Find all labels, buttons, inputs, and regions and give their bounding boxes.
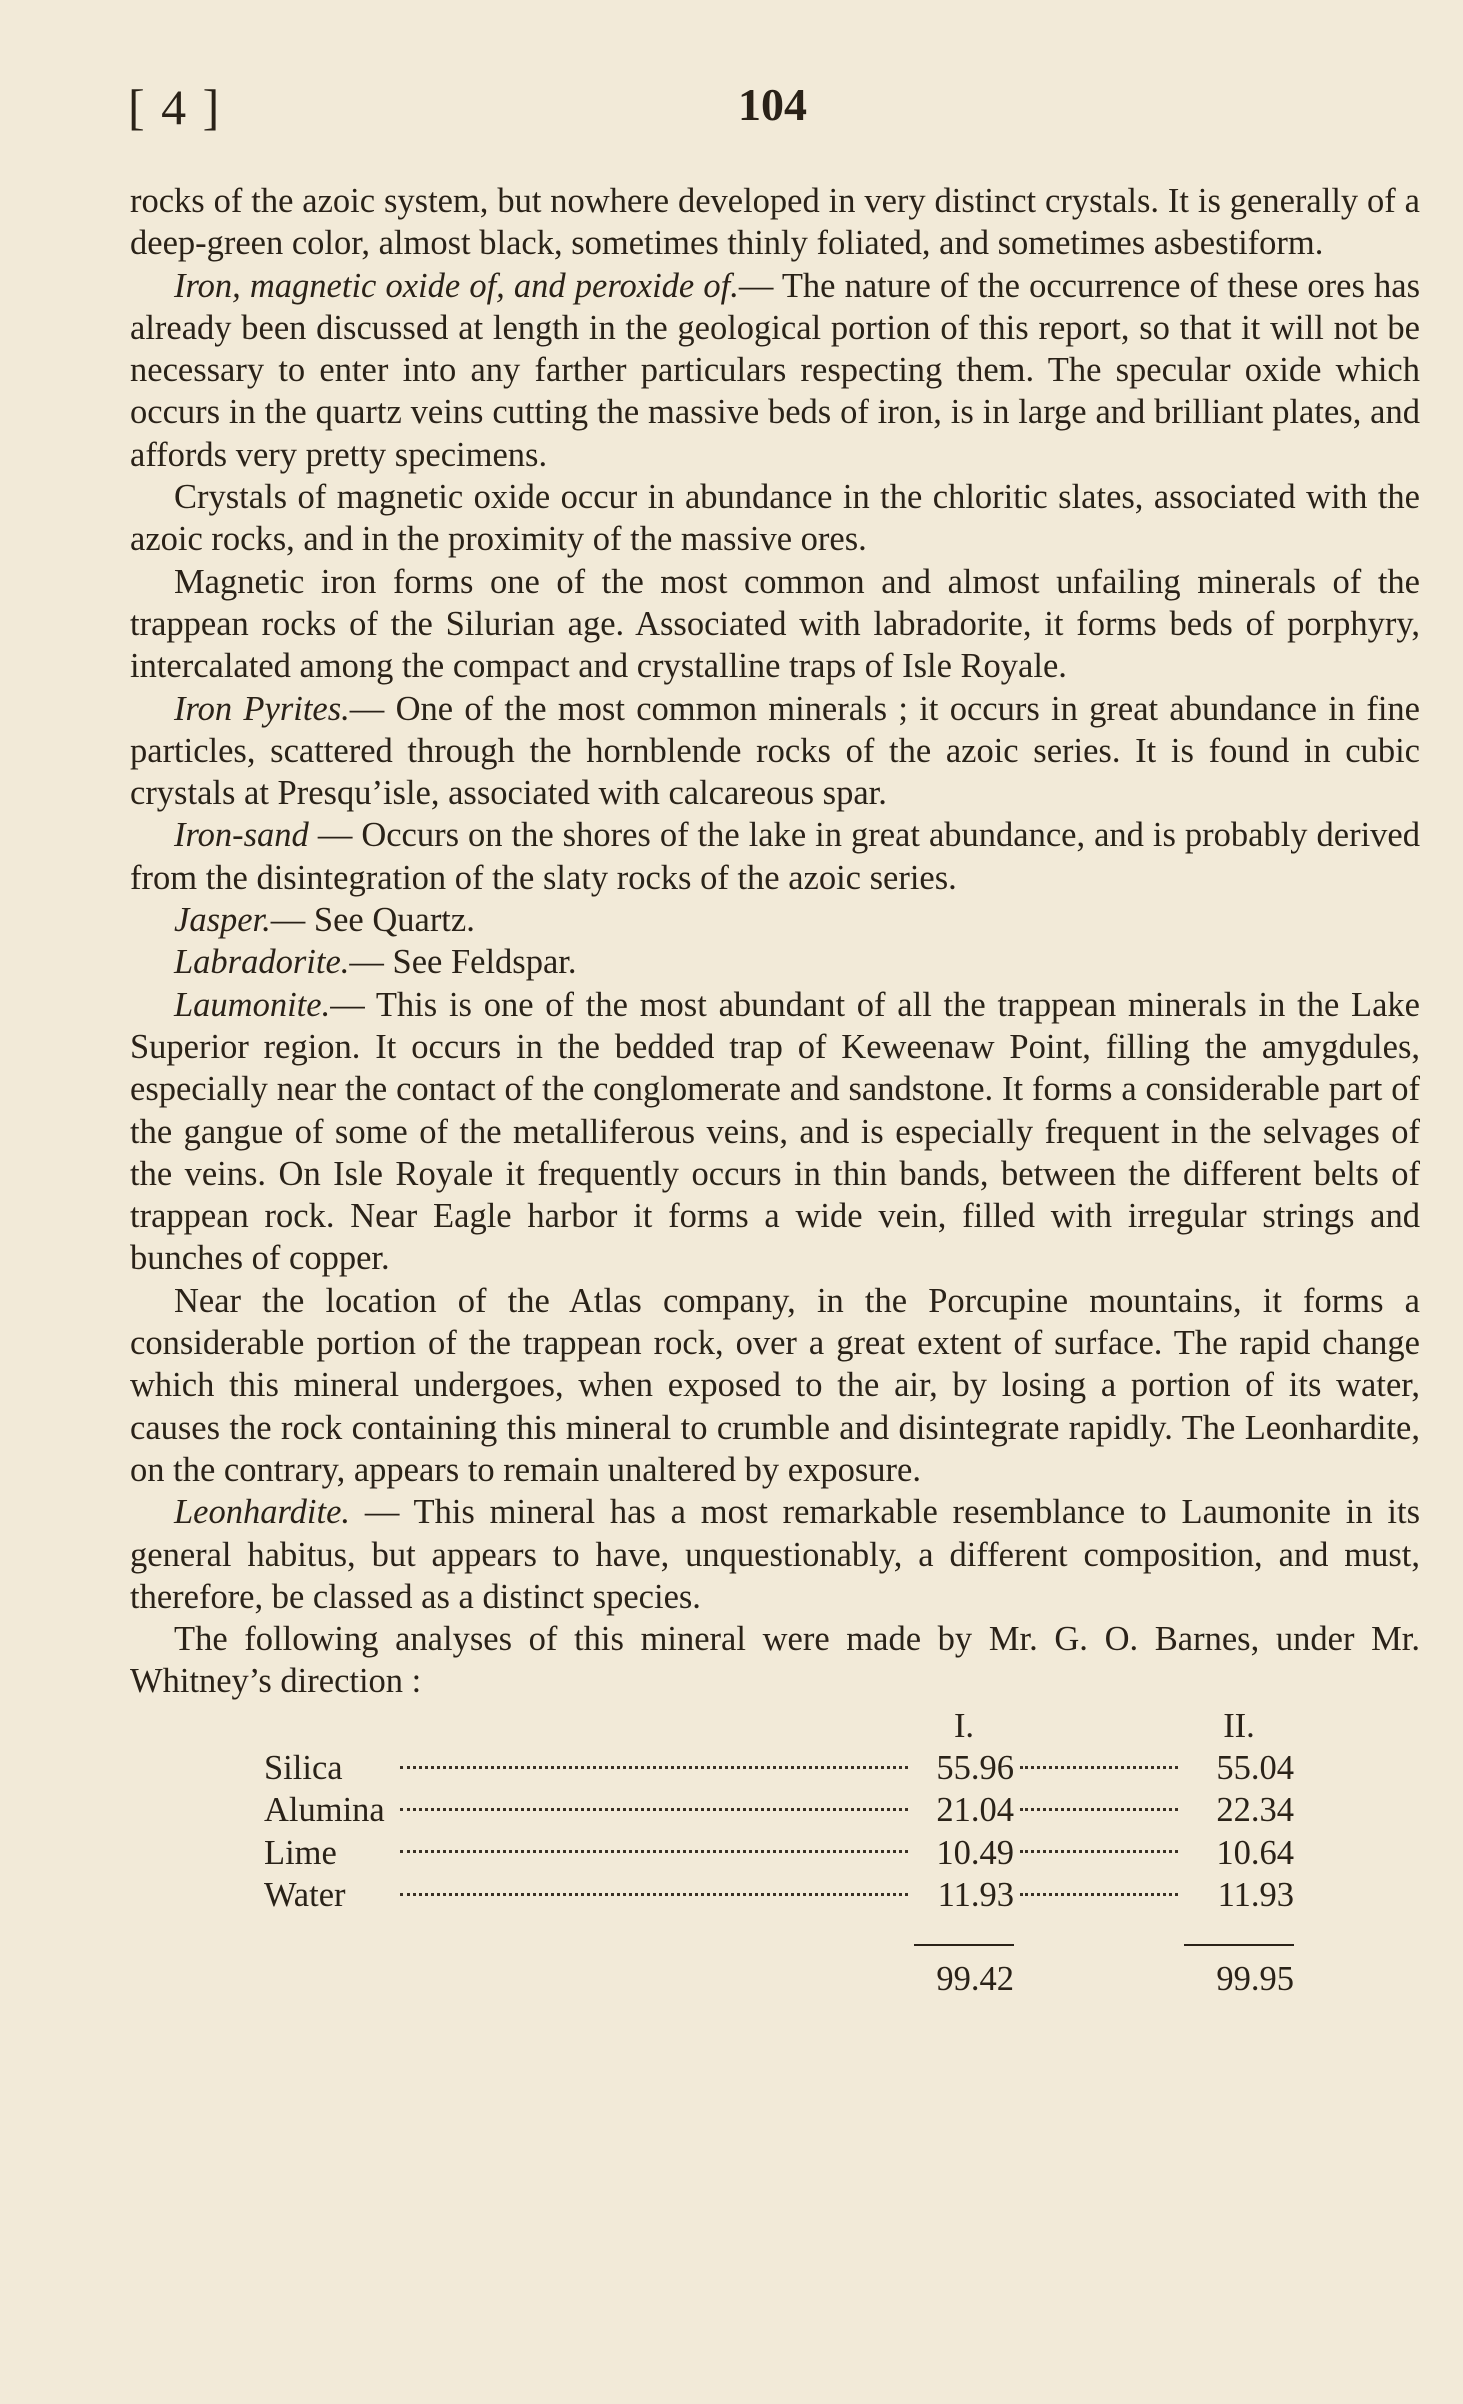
document-number: [ 4 ] <box>128 79 222 135</box>
analysis-row <box>130 1747 1294 1789</box>
sum-rule-row <box>130 1916 1294 1954</box>
component-label: Water <box>264 1875 346 1914</box>
paragraph <box>130 941 1420 983</box>
dot-leader <box>1014 1789 1184 1831</box>
analysis-rows <box>130 1747 1294 1916</box>
dot-leader <box>1014 1874 1184 1916</box>
paragraph <box>130 1280 1420 1491</box>
mineral-heading: Laumonite. <box>174 985 331 1024</box>
mineral-heading: Iron, magnetic oxide of, and peroxide of. <box>174 266 739 305</box>
value-i: 11.93 <box>937 1875 1014 1914</box>
body-text <box>130 180 1420 2000</box>
analysis-table <box>130 1705 1294 2001</box>
analysis-row <box>130 1789 1294 1831</box>
total-i: 99.42 <box>936 1960 1014 1999</box>
dot-leader <box>394 1789 914 1831</box>
paragraph-text: — See Feldspar. <box>349 943 577 982</box>
value-ii: 55.04 <box>1216 1748 1294 1787</box>
dot-leader <box>394 1874 914 1916</box>
total-ii: 99.95 <box>1216 1960 1294 1999</box>
value-i: 10.49 <box>936 1833 1014 1872</box>
paragraph-text: — This mineral has a most remarkable resemblance to Laumonite in its general habitus, but appears to have, unquestionably, a different composition, and must, therefore, be classed as a distinct species. <box>130 1493 1420 1616</box>
paragraph-text: — One of the most common minerals ; it occurs in great abundance in fine particles, scattered through the hornblende rocks of the azoic series. It is found in cubic crystals at Presqu’isle, associated with calcareous spar. <box>130 689 1420 813</box>
paragraph-text: The following analyses of this mineral were made by Mr. G. O. Barnes, under Mr. Whitney’s direction : <box>130 1620 1420 1701</box>
paragraph <box>130 265 1420 476</box>
paragraph-text: — The nature of the occurrence of these ores has already been discussed at length in the geological portion of this report, so that it will not be necessary to enter into any farther particulars respecting them. The specular oxide which occurs in the quartz veins cutting the massive beds of iron, is in large and brilliant plates, and affords very pretty specimens. <box>130 266 1421 474</box>
paragraph-text: — Occurs on the shores of the lake in great abundance, and is probably derived from the disintegration of the slaty rocks of the azoic series. <box>130 816 1420 897</box>
mineral-heading: Iron-sand <box>174 816 309 855</box>
paragraph-text: Magnetic iron forms one of the most common and almost unfailing minerals of the trappean rocks of the Silurian age. Associated with labradorite, it forms beds of porphyry, intercalated among the compact and crystalline traps of Isle Royale. <box>130 562 1420 686</box>
dot-leader <box>1014 1832 1184 1874</box>
analysis-row <box>130 1874 1294 1916</box>
mineral-heading: Labradorite. <box>174 943 350 982</box>
value-ii: 22.34 <box>1216 1791 1294 1830</box>
paragraph-text: — This is one of the most abundant of all the trappean minerals in the Lake Superior region. It occurs in the bedded trap of Keweenaw Point, filling the amygdules, especially near the contact of the conglomerate and sandstone. It forms a considerable part of the gangue of some of the metalliferous veins, and is especially frequent in the selvages of the veins. On Isle Royale it frequently occurs in thin bands, between the different belts of trappean rock. Near Eagle harbor it forms a wide vein, filled with irregular strings and bunches of copper. <box>130 985 1420 1278</box>
paragraph <box>130 1491 1420 1618</box>
dot-leader <box>394 1747 914 1789</box>
mineral-heading: Jasper. <box>174 901 271 940</box>
paragraph-text: Near the location of the Atlas company, in the Porcupine mountains, it forms a considerable portion of the trappean rock, over a great extent of surface. The rapid change which this mineral undergoes, when exposed to the air, by losing a portion of its water, causes the rock containing this mineral to crumble and disintegrate rapidly. The Leonhardite, on the contrary, appears to remain unaltered by exposure. <box>130 1281 1420 1489</box>
component-label: Silica <box>264 1748 343 1787</box>
paragraph <box>130 476 1420 561</box>
dot-leader <box>1014 1747 1184 1789</box>
analysis-column-headers <box>130 1705 1294 1747</box>
column-header-ii: II. <box>1223 1706 1255 1745</box>
paragraph <box>130 688 1420 815</box>
sum-rule-i <box>914 1944 1014 1946</box>
value-i: 55.96 <box>936 1748 1014 1787</box>
paragraphs <box>130 180 1420 1703</box>
value-ii: 11.93 <box>1217 1875 1294 1914</box>
paragraph <box>130 984 1420 1280</box>
paragraph <box>130 899 1420 941</box>
component-label: Lime <box>264 1833 337 1872</box>
column-header-i: I. <box>953 1706 975 1745</box>
dot-leader <box>394 1832 914 1874</box>
mineral-heading: Iron Pyrites. <box>174 689 350 728</box>
mineral-heading: Leonhardite. <box>174 1493 351 1532</box>
paragraph <box>130 814 1420 899</box>
component-label: Alumina <box>264 1791 385 1830</box>
paragraph <box>130 561 1420 688</box>
analysis-row <box>130 1832 1294 1874</box>
totals-row <box>130 1954 1294 2000</box>
page-number: 104 <box>738 79 807 130</box>
paragraph-text: — See Quartz. <box>270 901 475 940</box>
paragraph-text: rocks of the azoic system, but nowhere developed in very distinct crystals. It is generally of a deep-green color, almost black, sometimes thinly foliated, and sometimes asbestiform. <box>130 182 1420 263</box>
value-ii: 10.64 <box>1216 1833 1294 1872</box>
sum-rule-ii <box>1184 1944 1294 1946</box>
page-header <box>0 78 1463 148</box>
paragraph-text: Crystals of magnetic oxide occur in abundance in the chloritic slates, associated with the azoic rocks, and in the proximity of the massive ores. <box>130 478 1420 559</box>
value-i: 21.04 <box>936 1791 1014 1830</box>
paragraph <box>130 1618 1420 1703</box>
paragraph <box>130 180 1420 265</box>
